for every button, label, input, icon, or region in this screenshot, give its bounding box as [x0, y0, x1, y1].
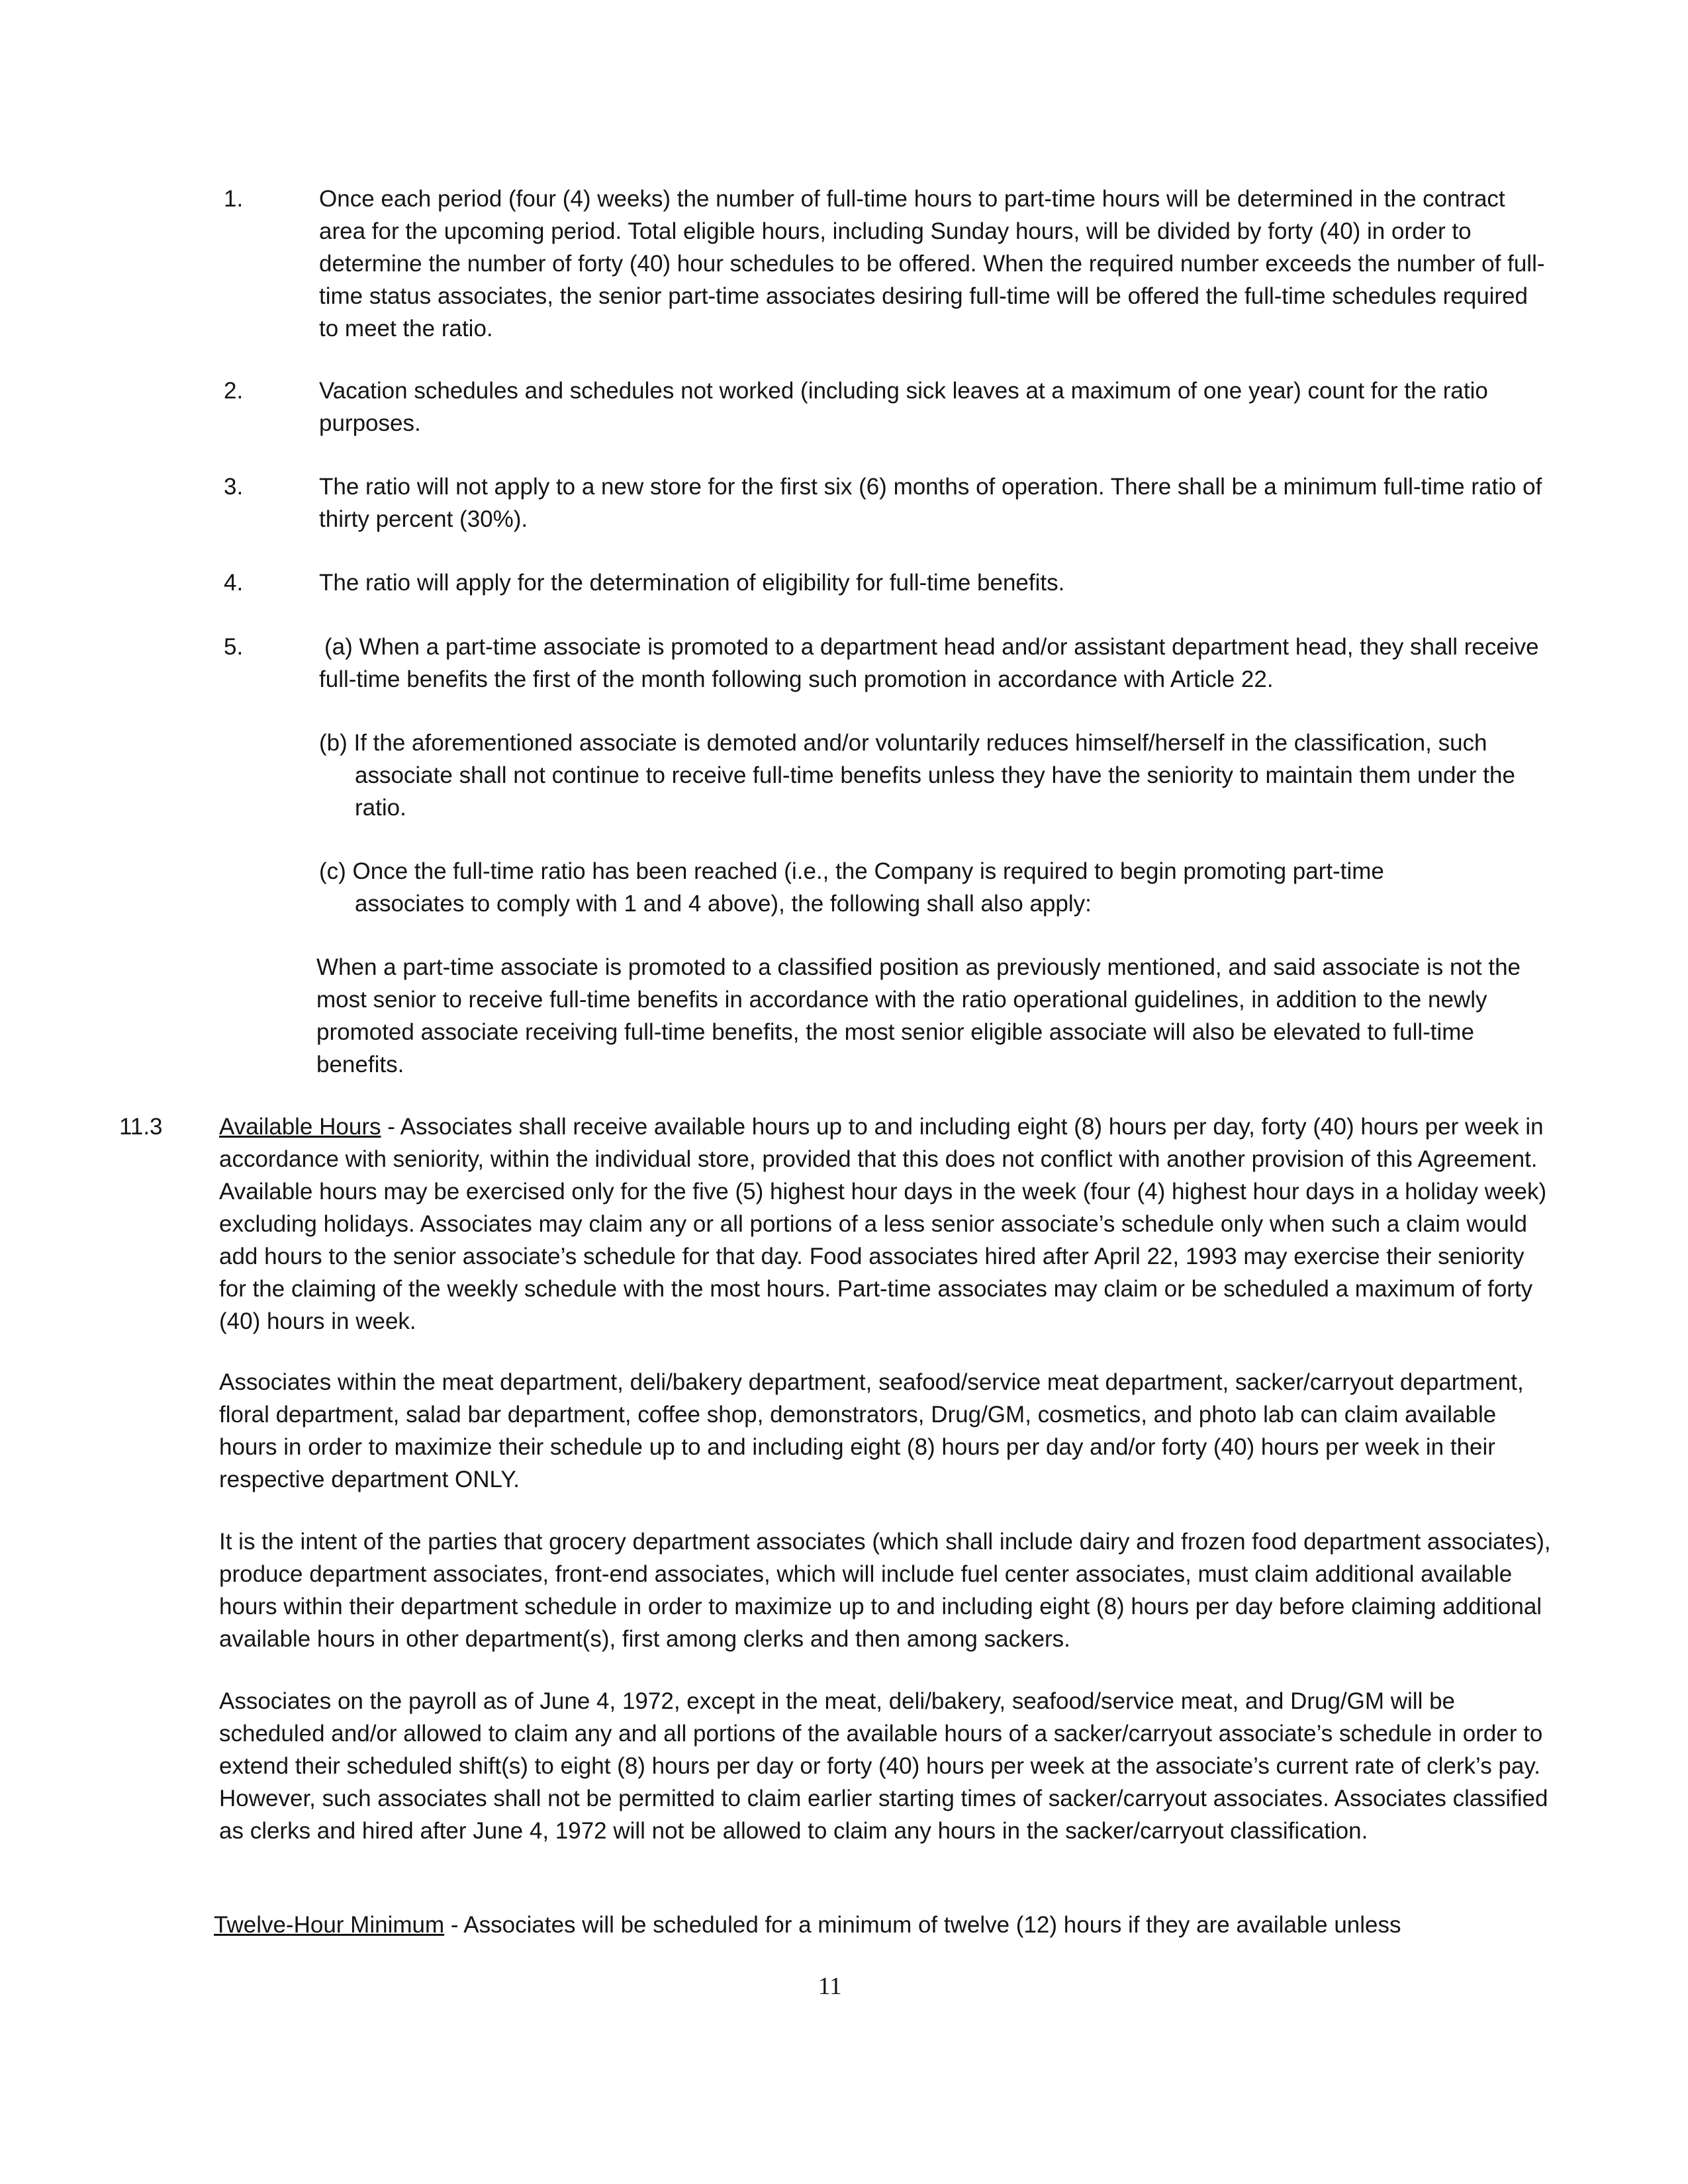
item-number: 5. — [224, 634, 244, 660]
twelve-hour-heading: Twelve-Hour Minimum — [214, 1912, 445, 1938]
item-text: The ratio will not apply to a new store for the first six (6) months of operation. There shall be a minimum full-time ratio of thirty percent (30%). — [319, 474, 1542, 532]
section-paragraph: It is the intent of the parties that grocery department associates (which shall include dairy and frozen food department associates), produce department associates, front-end associates, which will include fuel center associates, must claim additional available hours within their department schedule in order to maximize up to and including eight (8) hours per day before claiming additional available hours in other department(s), first among clerks and then among sackers. — [219, 1529, 1551, 1652]
item-text: The ratio will apply for the determination of eligibility for full-time benefits. — [319, 570, 1065, 596]
item-text: Once each period (four (4) weeks) the number of full-time hours to part-time hours will be determined in the contract area for the upcoming period. Total eligible hours, including Sunday hours, will be divided by forty (40) in order to determine the number of forty (40) hour schedules to be offered. When the required number exceeds the number of full-time status associates, the senior part-time associates desiring full-time will be offered the full-time schedules required to meet the ratio. — [319, 186, 1545, 341]
section-number: 11.3 — [119, 1114, 163, 1140]
item-number: 2. — [224, 378, 244, 404]
item-number: 3. — [224, 474, 244, 500]
item-text: (a) When a part-time associate is promoted to a department head and/or assistant department head, they shall receive full-time benefits the first of the month following such promotion in accordance with Article 22. — [319, 634, 1539, 692]
item-number: 4. — [224, 570, 244, 596]
section-intro — [219, 1111, 1553, 1338]
page-number: 11 — [818, 1973, 842, 2000]
section-paragraph: Associates on the payroll as of June 4, 1972, except in the meat, deli/bakery, seafood/service meat, and Drug/GM will be scheduled and/or allowed to claim any and all portions of the available hours of a sacker/carryout associate’s schedule in order to extend their scheduled shift(s) to eight (8) hours per day or forty (40) hours per week at the associate’s current rate of clerk’s pay. However, such associates shall not be permitted to claim earlier starting times of sacker/carryout associates. Associates classified as clerks and hired after June 4, 1972 will not be allowed to claim any hours in the sacker/carryout classification. — [219, 1688, 1548, 1844]
section-paragraph: Associates within the meat department, deli/bakery department, seafood/service meat department, sacker/carryout department, floral department, salad bar department, coffee shop, demonstrators, Drug/GM, cosmetics, and photo lab can claim available hours in order to maximize their schedule up to and including eight (8) hours per day and/or forty (40) hours per week in their respective department ONLY. — [219, 1369, 1524, 1492]
sub-item-b: (b) If the aforementioned associate is demoted and/or voluntarily reduces himself/herself in the classification, such associate shall not continue to receive full-time benefits unless they have the seniority to maintain them under the ratio. — [319, 730, 1515, 821]
item-number: 1. — [224, 186, 244, 212]
sub-item-c-body: When a part-time associate is promoted to a classified position as previously mentioned, and said associate is not the most senior to receive full-time benefits in accordance with the ratio operational guidelines, in addition to the newly promoted associate receiving full-time benefits, the most senior eligible associate will also be elevated to full-time benefits. — [316, 954, 1521, 1077]
sub-item-c: (c) Once the full-time ratio has been reached (i.e., the Company is required to begin promoting part-time associates to comply with 1 and 4 above), the following shall also apply: — [319, 858, 1384, 917]
item-text: Vacation schedules and schedules not worked (including sick leaves at a maximum of one year) count for the ratio purposes. — [319, 378, 1488, 436]
section-intro-text: - Associates shall receive available hours up to and including eight (8) hours per day, forty (40) hours per week in accordance with seniority, within the individual store, provided that this does not conflict with another provision of this Agreement. Available hours may be exercised only for the five (5) highest hour days in the week (four (4) highest hour days in a holiday week) excluding holidays. Associates may claim any or all portions of a less senior associate’s schedule only when such a claim would add hours to the senior associate’s schedule for that day. Food associates hired after April 22, 1993 may exercise their seniority for the claiming of the weekly schedule with the most hours. Part-time associates may claim or be scheduled a maximum of forty (40) hours in week. — [219, 1114, 1547, 1334]
section-paragraph — [214, 1909, 1551, 1941]
section-heading: Available Hours — [219, 1114, 381, 1140]
twelve-hour-text: - Associates will be scheduled for a minimum of twelve (12) hours if they are available unless — [444, 1912, 1401, 1938]
